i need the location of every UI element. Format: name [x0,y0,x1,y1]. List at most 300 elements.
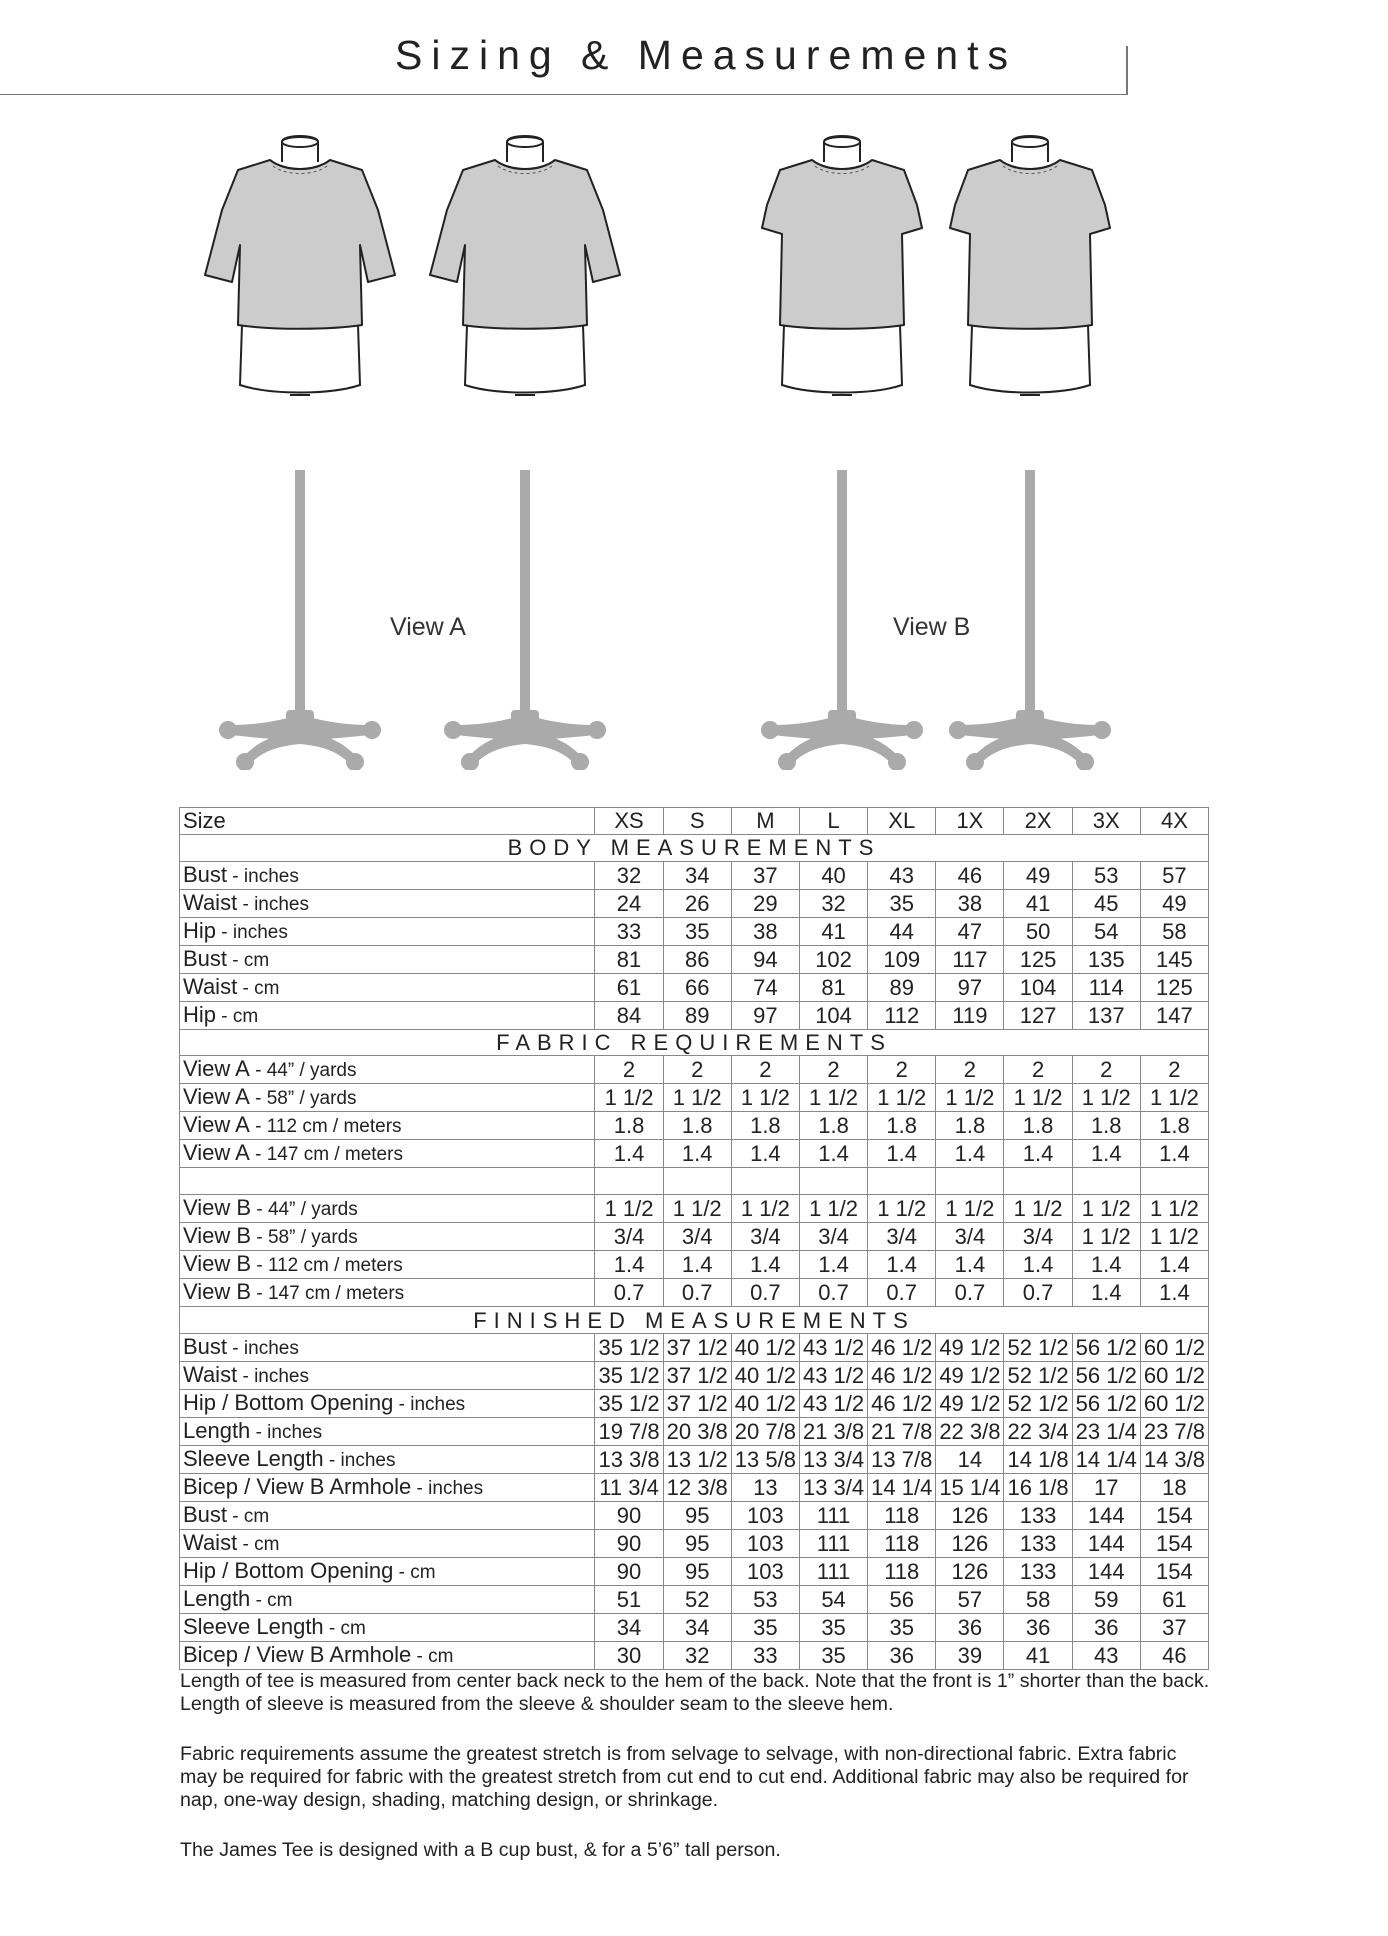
table-row [180,973,1209,1001]
table-cell: 19 7/8 [595,1417,663,1445]
table-row [180,1279,1209,1307]
size-header-cell: S [663,808,731,835]
table-cell: 144 [1072,1501,1140,1529]
table-cell: 37 [731,861,799,889]
table-cell: 1 1/2 [1072,1195,1140,1223]
row-label-unit: - cm [323,1617,366,1639]
row-label [180,1417,595,1445]
table-cell: 43 1/2 [799,1389,867,1417]
table-cell: 118 [868,1501,936,1529]
row-label [180,1333,595,1361]
table-cell: 1 1/2 [1072,1084,1140,1112]
table-row [180,1112,1209,1140]
row-label-name: View B [183,1251,252,1277]
table-row [180,1529,1209,1557]
row-label-unit: - cm [227,1505,270,1527]
table-cell: 125 [1004,945,1072,973]
table-cell: 57 [1140,861,1208,889]
table-cell: 1.4 [799,1140,867,1168]
table-cell: 58 [1140,917,1208,945]
table-cell: 126 [936,1529,1004,1557]
table-row [180,1417,1209,1445]
table-cell: 2 [1004,1056,1072,1084]
table-cell: 41 [1004,1641,1072,1669]
row-label-name: Waist [183,1361,238,1387]
table-cell: 109 [868,945,936,973]
row-label-unit: - cm [216,1005,259,1027]
row-label [180,861,595,889]
row-label-unit: - cm [237,977,280,999]
table-cell: 1.4 [936,1140,1004,1168]
table-cell: 1.4 [595,1140,663,1168]
table-cell: 24 [595,889,663,917]
row-label-name: Sleeve Length [183,1613,324,1639]
table-cell: 35 [731,1613,799,1641]
table-cell: 60 1/2 [1140,1361,1208,1389]
page-title: Sizing & Measurements [395,32,1017,78]
table-row [180,889,1209,917]
table-cell: 12 3/8 [663,1473,731,1501]
table-cell: 37 1/2 [663,1333,731,1361]
table-cell: 1 1/2 [936,1195,1004,1223]
table-cell: 84 [595,1001,663,1029]
table-cell: 56 1/2 [1072,1361,1140,1389]
table-cell: 97 [731,1001,799,1029]
table-cell: 1.4 [868,1251,936,1279]
table-cell: 0.7 [1004,1279,1072,1307]
table-cell: 36 [868,1641,936,1669]
table-cell: 35 [799,1613,867,1641]
table-cell: 43 1/2 [799,1333,867,1361]
table-cell: 52 1/2 [1004,1333,1072,1361]
table-cell: 3/4 [595,1223,663,1251]
row-label-name: Length [183,1585,251,1611]
table-cell: 90 [595,1501,663,1529]
table-cell: 118 [868,1529,936,1557]
row-label-name: View B [183,1279,252,1305]
row-label [180,945,595,973]
table-cell: 154 [1140,1501,1208,1529]
row-label [180,1168,595,1195]
table-cell: 35 1/2 [595,1361,663,1389]
table-cell: 13 [731,1473,799,1501]
table-cell: 144 [1072,1529,1140,1557]
row-label-unit: - inches [227,865,299,887]
table-cell: 114 [1072,973,1140,1001]
table-cell: 95 [663,1557,731,1585]
row-label-unit: - 58” / yards [249,1088,357,1110]
table-cell: 1.8 [1140,1112,1208,1140]
table-cell: 2 [663,1056,731,1084]
table-cell: 36 [1004,1613,1072,1641]
table-cell: 1 1/2 [731,1195,799,1223]
size-header-cell: M [731,808,799,835]
table-cell: 33 [731,1641,799,1669]
table-cell: 1.4 [799,1251,867,1279]
table-cell: 3/4 [1004,1223,1072,1251]
table-cell: 119 [936,1001,1004,1029]
table-cell: 1 1/2 [1140,1084,1208,1112]
table-row [180,1056,1209,1084]
table-cell: 49 1/2 [936,1389,1004,1417]
table-cell [1072,1168,1140,1195]
table-cell: 22 3/8 [936,1417,1004,1445]
table-cell: 104 [799,1001,867,1029]
row-label-name: Bust [183,1501,228,1527]
table-cell: 54 [1072,917,1140,945]
table-cell: 89 [663,1001,731,1029]
table-cell: 97 [936,973,1004,1001]
table-cell: 40 1/2 [731,1333,799,1361]
table-cell: 147 [1140,1001,1208,1029]
table-cell: 0.7 [868,1279,936,1307]
table-cell [1004,1168,1072,1195]
table-cell: 51 [595,1585,663,1613]
table-row [180,1195,1209,1223]
note-fabric: Fabric requirements assume the greatest stretch is from selvage to selvage, with non-directional fabric. Extra fabric may be required for fabric with the greatest stretch from cut end to cut end. Additional fabric may also be required for nap, one-way design, shading, matching design, or shrinkage. [180,1743,1189,1811]
table-cell: 33 [595,917,663,945]
row-label-name: Waist [183,973,238,999]
table-cell: 95 [663,1529,731,1557]
table-cell: 40 [799,861,867,889]
table-cell: 94 [731,945,799,973]
section-title: FABRIC REQUIREMENTS [180,1029,1209,1056]
table-cell: 127 [1004,1001,1072,1029]
table-cell: 1.4 [663,1251,731,1279]
table-cell: 21 3/8 [799,1417,867,1445]
table-cell: 125 [1140,973,1208,1001]
table-row [180,1001,1209,1029]
header-divider [1126,46,1128,94]
table-cell: 56 1/2 [1072,1389,1140,1417]
size-chart-table [179,807,1209,1670]
table-cell: 111 [799,1501,867,1529]
table-cell: 1.8 [595,1112,663,1140]
table-cell: 1.8 [936,1112,1004,1140]
table-cell [799,1168,867,1195]
table-cell: 43 [1072,1641,1140,1669]
section-header-row [180,834,1209,861]
size-header-cell: 2X [1004,808,1072,835]
table-cell: 81 [799,973,867,1001]
row-label-unit: - inches [227,1337,299,1359]
table-cell: 36 [936,1613,1004,1641]
section-header-row [180,1029,1209,1056]
table-cell: 103 [731,1501,799,1529]
table-cell: 50 [1004,917,1072,945]
table-cell: 22 3/4 [1004,1417,1072,1445]
table-cell: 49 [1004,861,1072,889]
table-cell: 49 [1140,889,1208,917]
row-label-name: Bicep / View B Armhole [183,1473,412,1499]
row-label-name: View A [183,1056,250,1082]
row-label [180,1557,595,1585]
table-cell: 60 1/2 [1140,1333,1208,1361]
table-cell: 38 [731,917,799,945]
row-label-unit: - cm [393,1561,436,1583]
table-cell: 36 [1072,1613,1140,1641]
row-label-name: Hip [183,1001,217,1027]
table-cell: 1 1/2 [1004,1195,1072,1223]
table-cell: 53 [1072,861,1140,889]
table-cell: 1.4 [868,1140,936,1168]
table-cell: 41 [799,917,867,945]
table-cell: 15 1/4 [936,1473,1004,1501]
table-cell: 20 7/8 [731,1417,799,1445]
table-cell: 90 [595,1557,663,1585]
row-label [180,1585,595,1613]
table-cell: 133 [1004,1557,1072,1585]
table-cell: 2 [731,1056,799,1084]
table-row [180,1389,1209,1417]
table-row [180,1333,1209,1361]
size-header-label: Size [180,808,595,835]
table-cell: 49 1/2 [936,1361,1004,1389]
table-cell: 54 [799,1585,867,1613]
table-cell: 1.8 [663,1112,731,1140]
table-cell: 57 [936,1585,1004,1613]
table-cell: 3/4 [868,1223,936,1251]
row-label [180,1084,595,1112]
row-label [180,1389,595,1417]
row-label-unit: - 147 cm / meters [249,1144,403,1166]
table-row [180,1223,1209,1251]
row-label-unit: - inches [237,893,309,915]
table-cell: 35 [663,917,731,945]
table-cell: 32 [799,889,867,917]
notes [180,1670,1210,1889]
row-label [180,1613,595,1641]
table-cell: 137 [1072,1001,1140,1029]
table-cell: 35 [799,1641,867,1669]
table-cell: 13 5/8 [731,1445,799,1473]
row-label-name: Hip / Bottom Opening [183,1389,394,1415]
table-cell: 1.4 [1004,1140,1072,1168]
table-cell: 3/4 [663,1223,731,1251]
table-cell: 52 [663,1585,731,1613]
table-cell: 3/4 [731,1223,799,1251]
row-label-name: View B [183,1195,252,1221]
table-cell: 46 1/2 [868,1389,936,1417]
size-chart-body [180,808,1209,1670]
table-row [180,1501,1209,1529]
table-row [180,1140,1209,1168]
table-cell: 23 1/4 [1072,1417,1140,1445]
table-cell [731,1168,799,1195]
table-cell: 1 1/2 [868,1084,936,1112]
table-cell: 1.8 [731,1112,799,1140]
table-cell: 1.8 [1072,1112,1140,1140]
table-cell: 38 [936,889,1004,917]
row-label [180,1251,595,1279]
table-cell: 40 1/2 [731,1361,799,1389]
table-cell: 45 [1072,889,1140,917]
table-cell: 86 [663,945,731,973]
table-row [180,1613,1209,1641]
table-cell: 46 1/2 [868,1361,936,1389]
table-cell: 46 [936,861,1004,889]
note-fit: The James Tee is designed with a B cup bust, & for a 5’6” tall person. [180,1839,781,1861]
table-cell: 3/4 [799,1223,867,1251]
table-cell: 118 [868,1557,936,1585]
row-label-unit: - 44” / yards [249,1060,357,1082]
row-label-name: Bust [183,1333,228,1359]
table-cell: 1 1/2 [1140,1223,1208,1251]
table-cell: 1.4 [731,1251,799,1279]
size-header-cell: XS [595,808,663,835]
table-cell: 14 3/8 [1140,1445,1208,1473]
table-cell: 145 [1140,945,1208,973]
table-cell [663,1168,731,1195]
table-cell: 61 [1140,1585,1208,1613]
table-cell: 35 [868,1613,936,1641]
row-label-name: View B [183,1223,252,1249]
size-header-row [180,808,1209,835]
table-cell: 20 3/8 [663,1417,731,1445]
table-cell: 0.7 [936,1279,1004,1307]
table-cell: 46 1/2 [868,1333,936,1361]
table-cell: 26 [663,889,731,917]
table-cell: 40 1/2 [731,1389,799,1417]
table-cell: 1 1/2 [1072,1223,1140,1251]
table-cell: 1 1/2 [663,1195,731,1223]
table-cell: 43 1/2 [799,1361,867,1389]
dress-form-illustration [180,130,1140,770]
table-cell: 1.8 [1004,1112,1072,1140]
table-cell: 1.4 [1140,1279,1208,1307]
row-label-name: View A [183,1112,250,1138]
table-cell: 34 [663,861,731,889]
table-cell: 1 1/2 [1140,1195,1208,1223]
row-label-unit: - inches [250,1421,323,1443]
table-cell: 37 [1140,1613,1208,1641]
table-cell: 34 [663,1613,731,1641]
table-cell: 61 [595,973,663,1001]
table-row [180,917,1209,945]
table-row [180,861,1209,889]
size-header-cell: 3X [1072,808,1140,835]
table-cell: 49 1/2 [936,1333,1004,1361]
table-cell: 52 1/2 [1004,1389,1072,1417]
table-cell: 58 [1004,1585,1072,1613]
table-cell: 2 [799,1056,867,1084]
table-cell: 1.8 [799,1112,867,1140]
table-cell: 13 3/4 [799,1445,867,1473]
page-header [0,0,1128,95]
table-cell: 35 [868,889,936,917]
row-label [180,1223,595,1251]
table-cell: 1.4 [731,1140,799,1168]
table-cell: 56 [868,1585,936,1613]
table-cell: 111 [799,1557,867,1585]
table-cell [595,1168,663,1195]
row-label-unit: - cm [250,1589,293,1611]
size-header-cell: 1X [936,808,1004,835]
row-label-unit: - inches [411,1477,484,1499]
table-cell: 53 [731,1585,799,1613]
table-cell: 1 1/2 [1004,1084,1072,1112]
table-cell: 2 [1072,1056,1140,1084]
table-cell: 14 1/4 [1072,1445,1140,1473]
row-label-name: View A [183,1084,250,1110]
table-cell: 0.7 [799,1279,867,1307]
table-cell: 1 1/2 [663,1084,731,1112]
note-length: Length of tee is measured from center back neck to the hem of the back. Note that the front is 1” shorter than the back. Length of sleeve is measured from the sleeve & shoulder seam to the sleeve hem. [180,1670,1210,1715]
table-cell: 56 1/2 [1072,1333,1140,1361]
table-cell: 1.4 [1072,1251,1140,1279]
table-cell: 14 1/8 [1004,1445,1072,1473]
table-cell [936,1168,1004,1195]
table-cell: 0.7 [731,1279,799,1307]
table-cell: 34 [595,1613,663,1641]
row-label-unit: - cm [411,1645,454,1667]
table-row [180,1361,1209,1389]
table-cell: 37 1/2 [663,1361,731,1389]
row-label [180,1361,595,1389]
table-cell: 1.4 [1072,1279,1140,1307]
table-cell: 1 1/2 [799,1195,867,1223]
table-row [180,1445,1209,1473]
table-cell: 126 [936,1557,1004,1585]
size-header-cell: L [799,808,867,835]
table-cell: 1.4 [595,1251,663,1279]
table-cell: 1 1/2 [799,1084,867,1112]
table-cell: 1.4 [936,1251,1004,1279]
table-cell: 3/4 [936,1223,1004,1251]
table-cell: 59 [1072,1585,1140,1613]
view-b-label: View B [893,613,971,641]
table-row [180,1084,1209,1112]
table-cell: 1.4 [1140,1251,1208,1279]
table-row [180,945,1209,973]
section-title: BODY MEASUREMENTS [180,834,1209,861]
view-a-label: View A [390,613,466,641]
table-cell: 1 1/2 [936,1084,1004,1112]
table-cell: 112 [868,1001,936,1029]
row-label-unit: - inches [393,1393,466,1415]
table-cell: 1 1/2 [595,1195,663,1223]
table-cell: 2 [1140,1056,1208,1084]
row-label [180,1445,595,1473]
row-label-name: Bicep / View B Armhole [183,1641,412,1667]
row-label [180,1001,595,1029]
table-cell: 74 [731,973,799,1001]
table-cell: 47 [936,917,1004,945]
garment-illustrations [180,130,1140,770]
table-cell: 39 [936,1641,1004,1669]
table-cell: 95 [663,1501,731,1529]
row-label-name: Sleeve Length [183,1445,324,1471]
table-cell: 23 7/8 [1140,1417,1208,1445]
table-cell: 52 1/2 [1004,1361,1072,1389]
row-label-name: Waist [183,889,238,915]
table-cell: 32 [663,1641,731,1669]
table-cell: 16 1/8 [1004,1473,1072,1501]
table-row [180,1473,1209,1501]
table-cell: 154 [1140,1557,1208,1585]
table-row [180,1557,1209,1585]
table-cell: 126 [936,1501,1004,1529]
row-label-unit: - 44” / yards [251,1199,358,1221]
table-cell: 133 [1004,1529,1072,1557]
table-cell: 46 [1140,1641,1208,1669]
table-cell: 133 [1004,1501,1072,1529]
table-cell: 1.4 [1072,1140,1140,1168]
row-label [180,889,595,917]
table-cell: 30 [595,1641,663,1669]
table-cell: 21 7/8 [868,1417,936,1445]
table-cell: 154 [1140,1529,1208,1557]
